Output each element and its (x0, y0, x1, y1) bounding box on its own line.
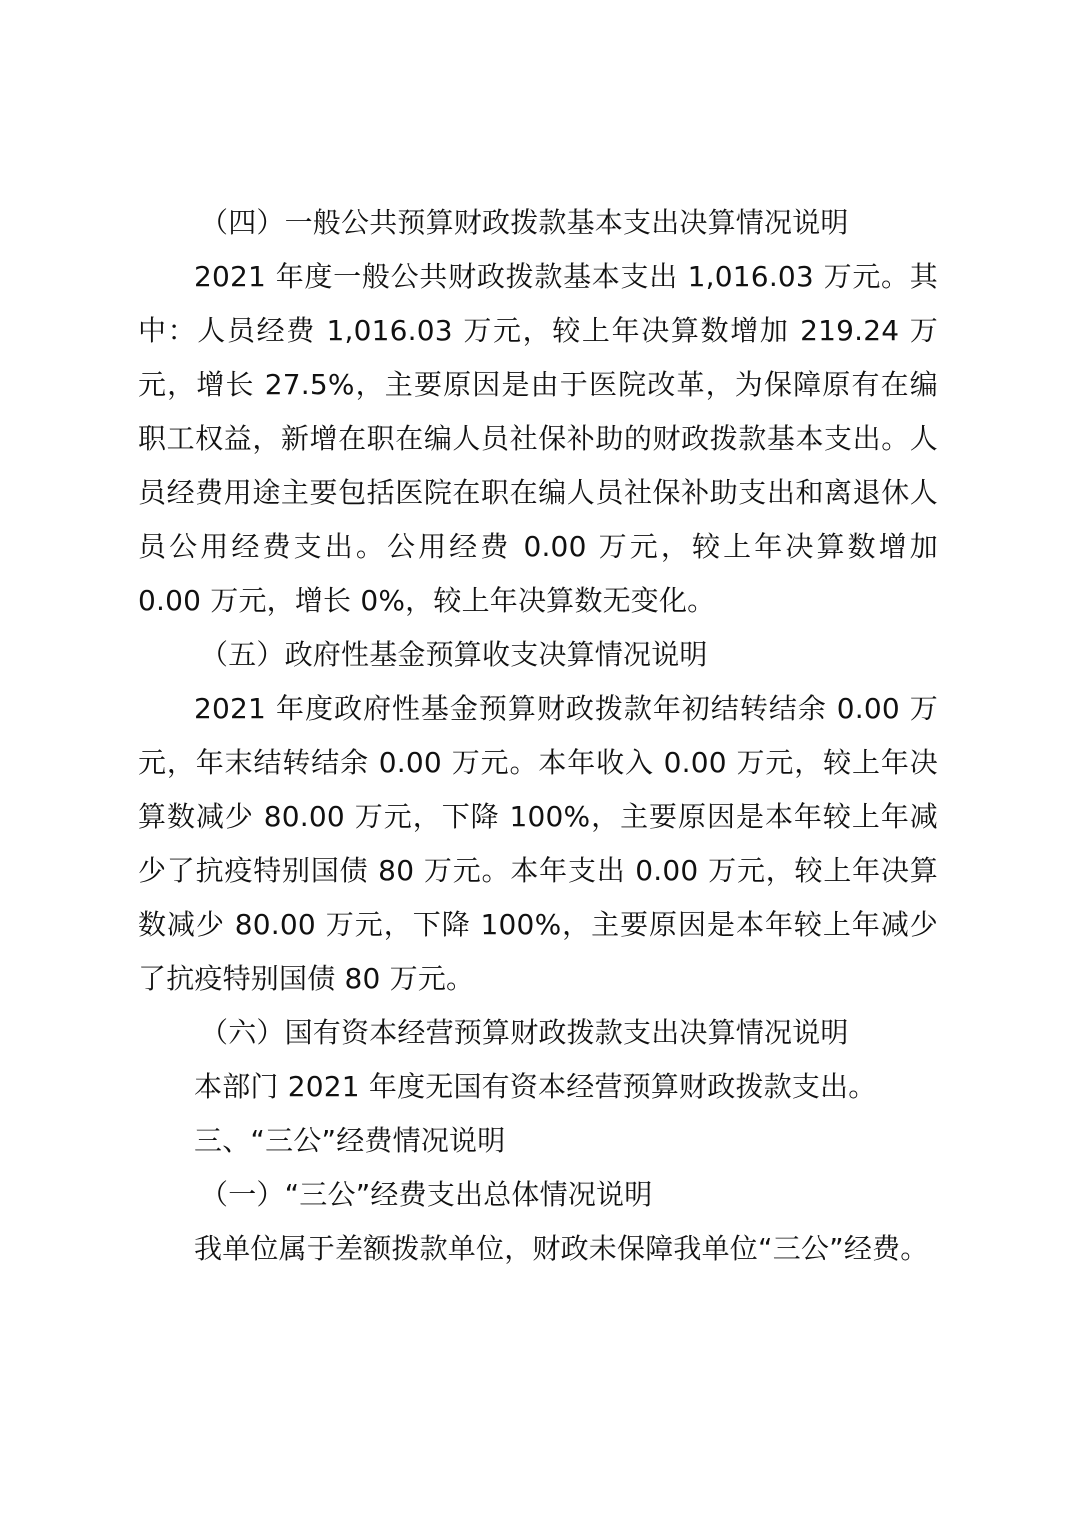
paragraph-basic-expenditure: 2021 年度一般公共财政拨款基本支出 1,016.03 万元。其中：人员经费 1,016.03 万元，较上年决算数增加 219.24 万元，增长 27.5%，主要原因是由于医院改革，为保障原有在编职工权益，新增在职在编人员社保补助的财政拨款基本支出。人员经费用途主要包括医院在职在编人员社保补助支出和离退休人员公用经费支出。公用经费 0.00 万元，较上年决算数增加 0.00 万元，增长 0%，较上年决算数无变化。 (138, 260, 938, 617)
document-body (138, 196, 938, 1276)
section-heading-three: 三、“三公”经费情况说明 (194, 1124, 506, 1157)
section-heading-4: （四）一般公共预算财政拨款基本支出决算情况说明 (200, 206, 849, 239)
section-heading-5: （五）政府性基金预算收支决算情况说明 (200, 638, 708, 671)
paragraph-state-capital: 本部门 2021 年度无国有资本经营预算财政拨款支出。 (194, 1070, 877, 1103)
paragraph-three-public: 我单位属于差额拨款单位，财政未保障我单位“三公”经费。 (194, 1232, 929, 1265)
paragraph-government-fund: 2021 年度政府性基金预算财政拨款年初结转结余 0.00 万元，年末结转结余 0.00 万元。本年收入 0.00 万元，较上年决算数减少 80.00 万元，下降 100%，主要原因是本年较上年减少了抗疫特别国债 80 万元。本年支出 0.00 万元，较上年决算数减少 80.00 万元，下降 100%，主要原因是本年较上年减少了抗疫特别国债 80 万元。 (138, 692, 938, 995)
section-heading-6: （六）国有资本经营预算财政拨款支出决算情况说明 (200, 1016, 849, 1049)
section-heading-three-1: （一）“三公”经费支出总体情况说明 (200, 1178, 653, 1211)
